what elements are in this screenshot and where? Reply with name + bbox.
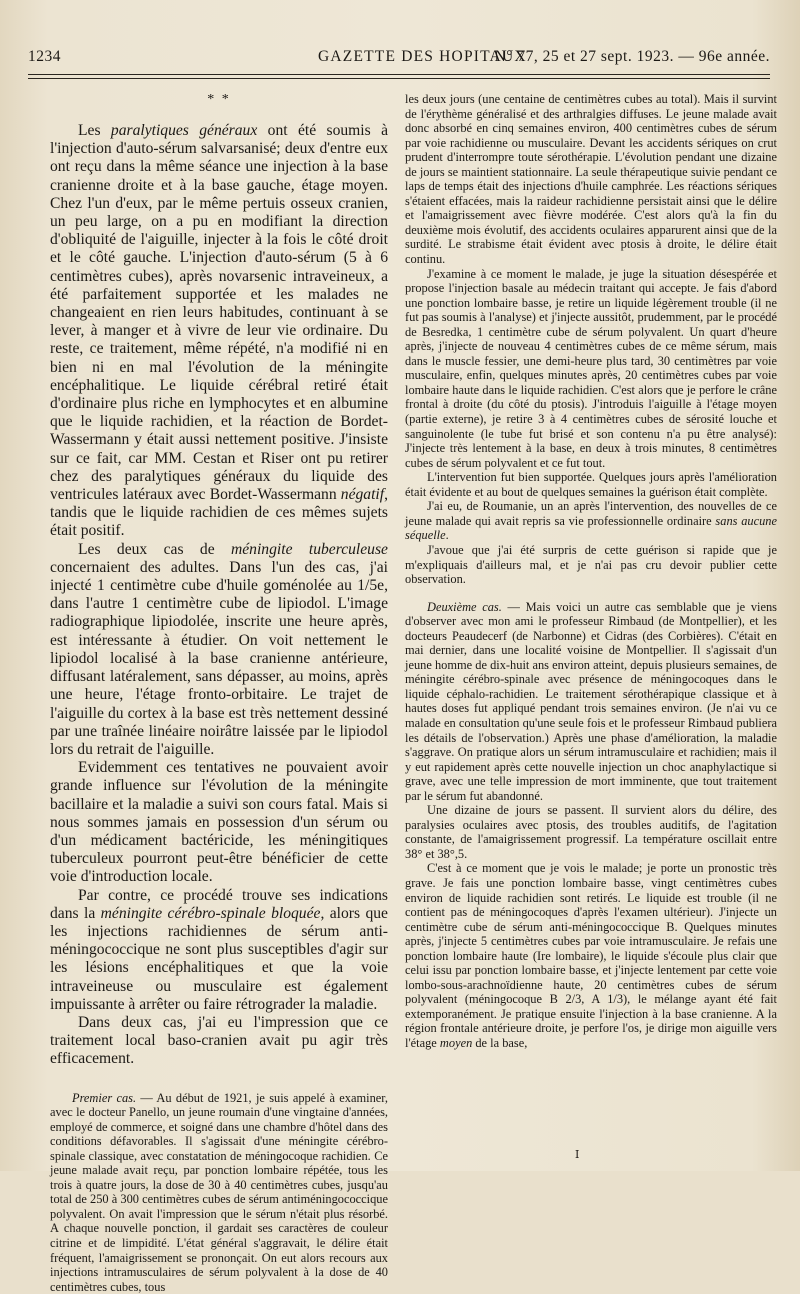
paragraph: Evidemment ces tentatives ne pouvaient avoir grande influence sur l'évolution de la méningite bacillaire et la maladie a suivi son cours fatal. Mais si nous sommes jamais en possession d'un sérum ou d'un médicament bactéricide, les méningitiques tuberculeux pourront peut-être bénéficier de cette voie d'introduction locale. bbox=[50, 759, 388, 886]
paragraph: Les paralytiques généraux ont été soumis à l'injection d'auto-sérum salvarsanisé; deux d'entre eux ont reçu dans la même séance une injection à la base cranienne droite et à la base gauche, étage moyen. Chez l'un d'eux, par le même pertuis osseux cranien, un peu large, on a pu en modifiant la direction d'obliquité de l'aiguille, injecter à la fois le côté droit et le côté gauche. L'injection d'auto-sérum (5 à 6 centimètres cubes), après novarsenic intraveineux, a été parfaitement supportée et les malades ne changeaient en rien leurs habitudes, continuant à se lever, à manger et à vivre de leur vie ordinaire. Du reste, ce traitement, même répété, n'a modifié ni en bien ni en mal l'évolution de la méningite encéphalitique. Le liquide cérébral retiré était d'ordinaire plus riche en lymphocytes et en albumine que le liquide rachidien, et la réaction de Bordet-Wassermann y était aussi nettement positive. J'insiste sur ce fait, car MM. Cestan et Riser ont pu retirer chez des paralytiques généraux du liquide des ventricules latéraux avec Bordet-Wassermann négatif, tandis que le liquide rachidien de ces mêmes sujets était positif. bbox=[50, 122, 388, 540]
spacer bbox=[50, 1069, 388, 1091]
italic-text: Deuxième cas. bbox=[427, 599, 502, 614]
italic-text: négatif bbox=[340, 486, 385, 504]
right-column bbox=[405, 92, 777, 1051]
page-number: 1234 bbox=[28, 48, 61, 65]
left-column bbox=[50, 92, 388, 1294]
italic-text: méningite tuberculeuse bbox=[231, 540, 388, 558]
case-paragraph: les deux jours (une centaine de centimètres cubes au total). Mais il survint de l'érythème généralisé et des arthralgies diffuses. Le jeune malade avait donc absorbé en cinq semaines environ, 400 centimètres cubes de sérum par voie rachidienne ou musculaire. Devant les accidents sériques on crut prudent d'interrompre toute sérothérapie. L'évolution pendant une dizaine de jours se maintient stationnaire. La seule thérapeutique suivie pendant ce laps de temps était des injections d'huile camphrée. Les réactions sériques s'étaient effacées, mais la raideur rachidienne persistait ainsi que le délire et l'amaigrissement avec fièvre modérée. C'est alors qu'à la fin du deuxième mois évolutif, des accidents oculaires apparurent ainsi que de la surdité. Le strabisme était évident avec ptosis à droite, le délire était continu. bbox=[405, 92, 777, 267]
case-paragraph: Deuxième cas. — Mais voici un autre cas semblable que je viens d'observer avec mon ami le professeur Rimbaud (de Montpellier), et les docteurs Peaudecerf (de Narbonne) et Cidras (des Corbières). C'était en mai dernier, dans une localité voisine de Montpellier. Il s'agissait d'un jeune homme de dix-huit ans environ atteint, depuis plusieurs semaines, de méningite cérébro-spinale avec présence de méningocoques dans le liquide céphalo-rachidien. Le traitement sérothérapique classique et à hautes doses fut appliqué pendant trois semaines environ. (Je n'ai vu ce malade en consultation qu'une seule fois et le professeur Rimbaud publiera les détails de l'observation.) Après une phase d'amélioration, la maladie s'aggrave. On pratique alors un sérum intramusculaire et rachidien; mais il y eut rapidement après cette nouvelle injection un choc anaphylactique si grave, avec une telle impression de mort imminente, que tout traitement par le sérum fut abandonné. bbox=[405, 599, 778, 803]
case-paragraph: J'ai eu, de Roumanie, un an après l'intervention, des nouvelles de ce jeune malade qui avait repris sa vie professionnelle ordinaire sans aucune séquelle. bbox=[405, 499, 777, 543]
case-paragraph: J'avoue que j'ai été surpris de cette guérison si rapide que je m'expliquais d'ailleurs mal, et je n'ai pas cru devoir publier cette observation. bbox=[405, 542, 777, 587]
right-case-text bbox=[405, 92, 777, 1051]
italic-text: méningite cérébro-spinale bloquée bbox=[100, 904, 321, 922]
header-rule-thin bbox=[28, 78, 770, 79]
header-rule-thick bbox=[28, 74, 770, 75]
case-paragraph: Premier cas. — Au début de 1921, je suis appelé à examiner, avec le docteur Panello, un jeune roumain d'une vingtaine d'années, employé de commerce, et soigné dans une chambre d'hôtel dans des conditions défavorables. Il s'agissait d'une méningite cérébro-spinale classique, avec constatation de méningocoque rachidien. Ce jeune malade avait reçu, par ponction lombaire répétée, tous les trois à quatre jours, la dose de 30 à 40 centimètres cubes, jusqu'au total de 250 à 300 centimètres cubes de sérum antiméningococcique polyvalent. On avait l'impression que le sérum n'était plus résorbé. A chaque nouvelle ponction, il gardait ses caractères de couleur citrine et de limpidité. L'état général s'aggravait, le délire était fréquent, l'amaigrissement se prononçait. On eut alors recours aux injections intramusculaires de sérum polyvalent à la dose de 40 centimètres cubes, tous bbox=[50, 1090, 388, 1294]
italic-text: moyen bbox=[439, 1036, 473, 1050]
page-header bbox=[28, 42, 770, 72]
left-case-text bbox=[50, 1091, 388, 1294]
paragraph: Par contre, ce procédé trouve ses indications dans la méningite cérébro-spinale bloquée, alors que les injections rachidiennes de sérum anti-méningococcique ne sont plus susceptibles d'agir sur les lésions encéphalitiques et que la voie intraveineuse ou musculaire est également impuissante à arrêter ou faire rétrograder la maladie. bbox=[50, 886, 388, 1013]
footer-mark: I bbox=[575, 1148, 580, 1161]
paragraph: Dans deux cas, j'ai eu l'impression que ce traitement local baso-cranien avait pu agir très efficacement. bbox=[50, 1013, 388, 1068]
section-separator-stars: * * bbox=[207, 92, 231, 107]
spacer bbox=[405, 587, 777, 600]
paragraph: Les deux cas de méningite tuberculeuse concernaient des adultes. Dans l'un des cas, j'ai injecté 1 centimètre cube d'huile goménolée au 1/5e, dans l'autre 1 centimètre cube de lipiodol. L'image radiographique lipiodolée, inscrite une heure après, est intéressante à étudier. On voit nettement le lipiodol localisé à la base cranienne antérieure, diffusant latéralement, sans dépasser, au moins, après une heure, l'étage fronto-orbitaire. Le trajet de l'aiguille du cortex à la base est très nettement dessiné par une traînée linéaire noirâtre laissée par le lipiodol lors du retrait de l'aiguille. bbox=[50, 540, 388, 758]
italic-text: paralytiques généraux bbox=[110, 122, 258, 139]
italic-text: Premier cas. bbox=[72, 1090, 137, 1105]
left-main-text bbox=[50, 122, 388, 1069]
issue-info: N° 77, 25 et 27 sept. 1923. — 96e année. bbox=[494, 48, 770, 65]
case-paragraph: Une dizaine de jours se passent. Il survient alors du délire, des paralysies oculaires avec ptosis, des troubles auditifs, de l'agitation constante, de l'amaigrissement progressif. La température oscillait entre 38° et 38°,5. bbox=[405, 803, 777, 861]
italic-text: sans aucune séquelle bbox=[405, 513, 777, 543]
journal-title: GAZETTE DES HOPITAUX bbox=[318, 48, 527, 65]
case-paragraph: C'est à ce moment que je vois le malade; je porte un pronostic très grave. Je fais une ponction lombaire basse, vingt centimètres cubes environ de liquide rachidien sont retirés. Le liquide est trouble (il ne contient pas de méningocoques d'après l'examen ultérieur). J'injecte un centimètre cube de sérum anti-méningococcique B. Quelques minutes après, j'injecte 5 centimètres cubes par voie intramusculaire. Je refais une ponction lombaire haute (Ire lombaire), le liquide s'écoule plus clair que celui issu par ponction lombaire basse, et j'injecte lentement par cette voie lombo-sous-arachnoïdienne haute, 20 centimètres cubes de sérum polyvalent (méningocoque B 2/3, A 1/3), le mélange ayant été fait extemporanément. Je pratique ensuite l'injection à la base cranienne. A la région frontale antérieure droite, je perfore l'os, je dirige mon aiguille vers l'étage moyen de la base, bbox=[405, 861, 777, 1050]
case-paragraph: J'examine à ce moment le malade, je juge la situation désespérée et propose l'injection basale au médecin traitant qui accepte. Je fais d'abord une ponction lombaire basse, je retire un liquide légèrement trouble (il ne fut pas soumis à l'analyse) et j'injecte aussitôt, prudemment, par le procédé de Besredka, 1 centimètre cube de sérum polyvalent. Un quart d'heure après, j'injecte de nouveau 4 centimètres cubes de ce même sérum, mais dans le muscle fessier, une demi-heure plus tard, 30 centimètres par voie musculaire, enfin, quelques minutes après, 20 centimètres cubes par voie lombaire haute dans le liquide rachidien. C'est alors que je perfore le crâne frontal à droite (du côté du ptosis). J'introduis l'aiguille à l'étage moyen (partie externe), je retire 3 à 4 centimètres cubes de sérosité louche et sanguinolente (le tube fut brisé et son contenu n'a pu être analysé): J'injecte très lentement à la base, en deux à trois minutes, 8 centimètres cubes de sérum polyvalent et ce fut tout. bbox=[405, 266, 777, 470]
case-paragraph: L'intervention fut bien supportée. Quelques jours après l'amélioration était évidente et au bout de quelques semaines la guérison était complète. bbox=[405, 470, 777, 499]
